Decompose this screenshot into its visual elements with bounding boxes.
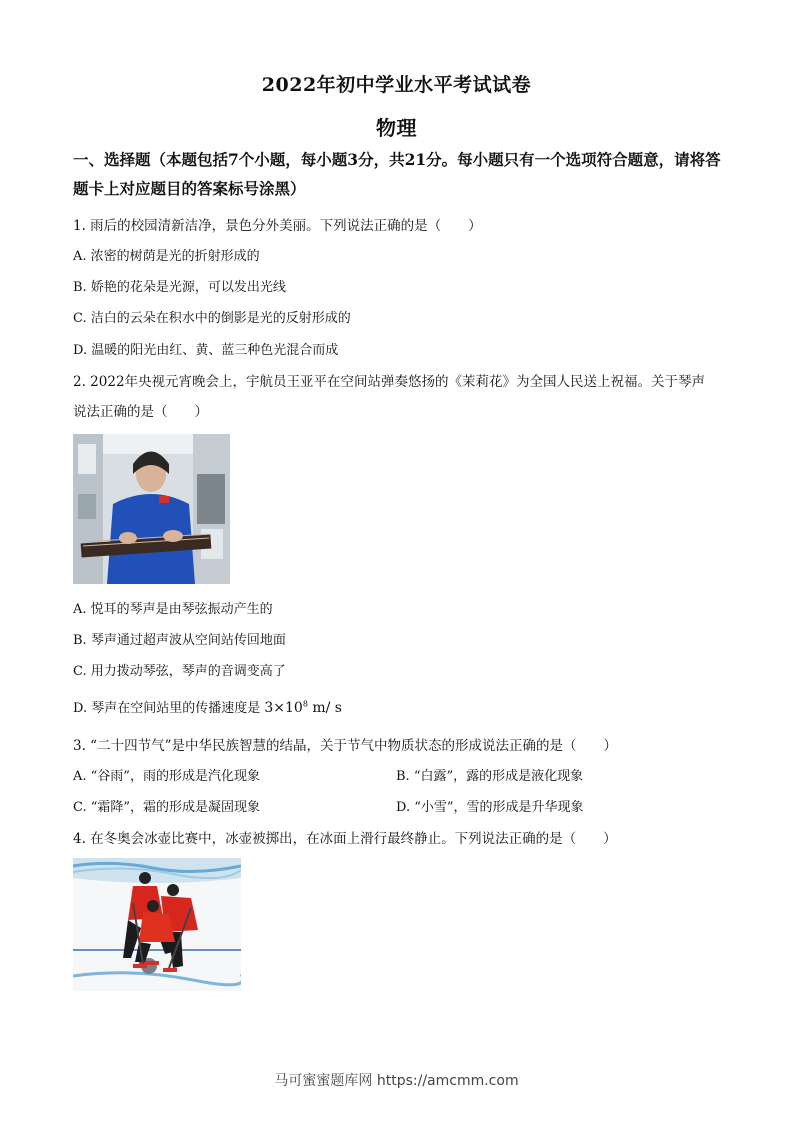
question-3-stem: 3. “二十四节气”是中华民族智慧的结晶，关于节气中物质状态的形成说法正确的是（ ）	[73, 738, 617, 754]
subject-title: 物理	[376, 116, 417, 140]
question-2-stem-line1: 2. 2022年央视元宵晚会上，宇航员王亚平在空间站弹奏悠扬的《茉莉花》为全国人民送上祝福。关于琴声	[73, 374, 706, 390]
q3-option-a: A. “谷雨”，雨的形成是汽化现象	[73, 769, 260, 784]
section-heading: 一、选择题（本题包括7个小题，每小题3分，共21分。每小题只有一个选项符合题意，请将答题卡上对应题目的答案标号涂黑）	[73, 150, 721, 198]
question-2-stem-line2: 说法正确的是（ ）	[73, 404, 208, 420]
q3-option-d: D. “小雪”，雪的形成是升华现象	[396, 800, 584, 815]
q2-option-d-value: 3×10	[264, 700, 303, 716]
footer-watermark: 马可蜜蜜题库网 https://amcmm.com	[274, 1073, 519, 1089]
q1-option-c: C. 洁白的云朵在积水中的倒影是光的反射形成的	[73, 311, 351, 326]
q1-option-a: A. 浓密的树荫是光的折射形成的	[73, 249, 260, 264]
q2-option-a: A. 悦耳的琴声是由琴弦振动产生的	[73, 602, 273, 617]
q1-option-d: D. 温暖的阳光由红、黄、蓝三种色光混合而成	[73, 343, 339, 358]
curling-photo	[73, 858, 241, 991]
question-1-stem: 1. 雨后的校园清新洁净，景色分外美丽。下列说法正确的是（ ）	[73, 218, 482, 234]
q2-option-d-prefix: D. 琴声在空间站里的传播速度是	[73, 701, 265, 716]
q2-option-d	[73, 697, 342, 716]
q2-option-d-unit: m/ s	[307, 700, 342, 716]
question-4-stem: 4. 在冬奥会冰壶比赛中，冰壶被掷出，在冰面上滑行最终静止。下列说法正确的是（ ）	[73, 831, 617, 847]
exam-title: 2022年初中学业水平考试试卷	[261, 74, 532, 96]
astronaut-guzheng-photo	[73, 434, 230, 584]
q3-option-b: B. “白露”，露的形成是液化现象	[396, 769, 584, 784]
q2-option-b: B. 琴声通过超声波从空间站传回地面	[73, 633, 286, 648]
q3-option-c: C. “霜降”，霜的形成是凝固现象	[73, 800, 261, 815]
q2-option-c: C. 用力拨动琴弦，琴声的音调变高了	[73, 664, 286, 679]
q2-option-d-exponent: 8	[302, 699, 308, 709]
q1-option-b: B. 娇艳的花朵是光源，可以发出光线	[73, 280, 286, 295]
